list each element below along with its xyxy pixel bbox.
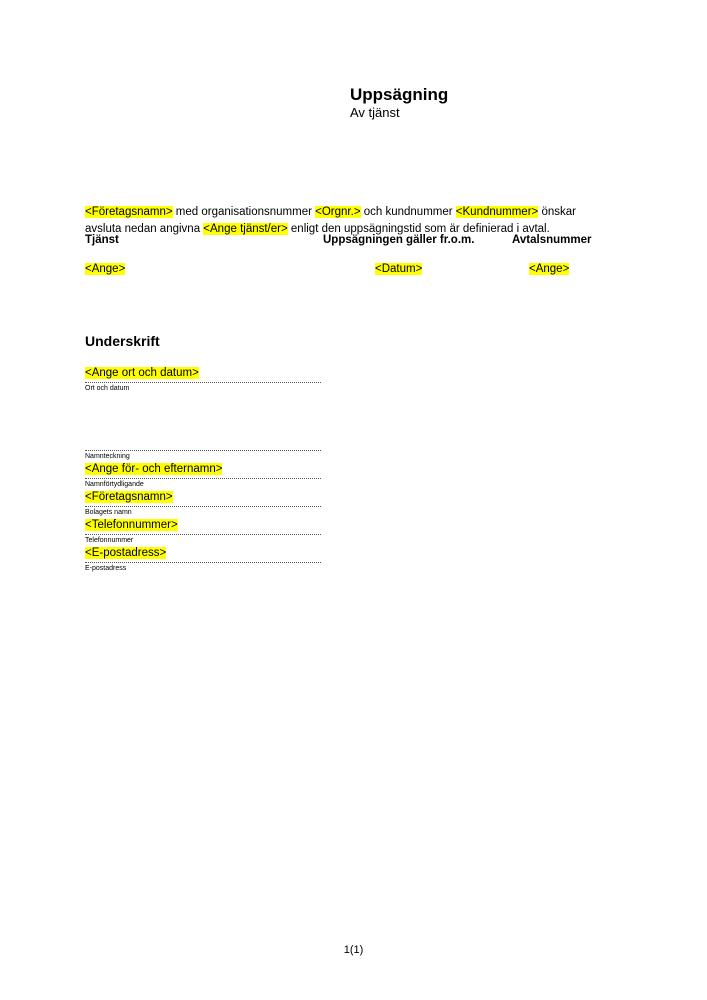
signature-heading: Underskrift — [85, 333, 160, 349]
signature-row-company — [85, 490, 321, 518]
page-subtitle: Av tjänst — [350, 105, 400, 120]
signature-row-email — [85, 546, 321, 574]
signature-spacer — [85, 394, 321, 434]
field-org-number[interactable]: <Orgnr.> — [315, 205, 361, 218]
field-agreement-value[interactable]: <Ange> — [529, 263, 570, 275]
column-values — [85, 263, 600, 281]
field-customer-number[interactable]: <Kundnummer> — [455, 205, 539, 218]
intro-text-2: och kundnummer — [360, 205, 456, 218]
signature-caption-phone: Telefonnummer — [85, 537, 134, 544]
field-place-and-date[interactable]: <Ange ort och datum> — [85, 367, 199, 379]
field-phone-number[interactable]: <Telefonnummer> — [85, 519, 178, 531]
field-service[interactable]: <Ange tjänst/er> — [203, 222, 288, 235]
column-header-service: Tjänst — [85, 234, 119, 246]
signature-row-phone — [85, 518, 321, 546]
signature-caption-signature: Namnteckning — [85, 453, 130, 460]
column-header-agreement: Avtalsnummer — [512, 234, 592, 246]
field-full-name[interactable]: <Ange för- och efternamn> — [85, 463, 223, 475]
field-date-value[interactable]: <Datum> — [375, 263, 423, 275]
signature-caption-full-name: Namnförtydligande — [85, 481, 144, 488]
signature-row-full-name — [85, 462, 321, 490]
page-footer — [0, 944, 707, 956]
title-block — [350, 85, 670, 121]
intro-text-4: enligt den uppsägningstid som är definierad i avtal. — [287, 222, 550, 235]
intro-text-1: med organisationsnummer — [172, 205, 316, 218]
field-service-value[interactable]: <Ange> — [85, 263, 126, 275]
field-company-name[interactable]: <Företagsnamn> — [85, 205, 173, 218]
signature-row-place-date — [85, 366, 321, 394]
signature-caption-email: E-postadress — [85, 565, 127, 572]
signature-row-signature — [85, 434, 321, 462]
signature-caption-place-date: Ort och datum — [85, 385, 130, 392]
page-title: Uppsägning — [350, 85, 449, 104]
signature-block — [85, 366, 321, 574]
field-email-address[interactable]: <E-postadress> — [85, 547, 167, 559]
signature-caption-company: Bolagets namn — [85, 509, 132, 516]
page-number: 1(1) — [343, 944, 364, 956]
column-headers — [85, 234, 600, 252]
field-company-name-signature[interactable]: <Företagsnamn> — [85, 491, 173, 503]
column-header-date: Uppsägningen gäller fr.o.m. — [323, 234, 475, 246]
intro-text-3: önskar avsluta nedan angivna — [85, 205, 576, 235]
intro-paragraph — [85, 204, 600, 238]
